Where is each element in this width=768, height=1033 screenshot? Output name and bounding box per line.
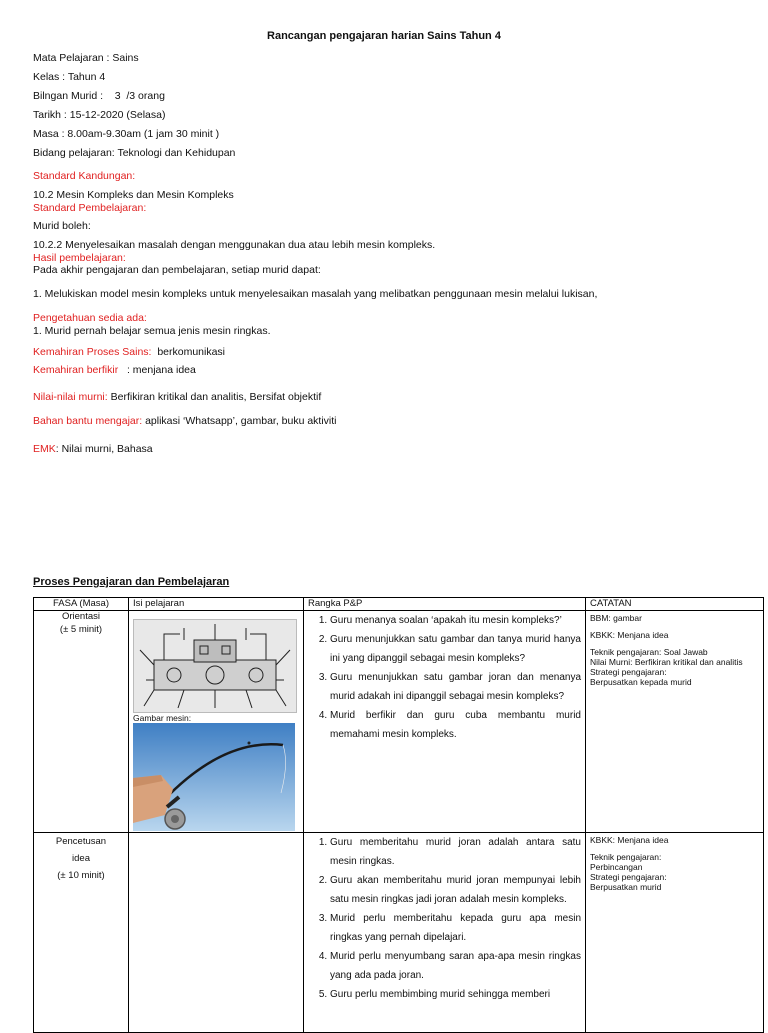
- header-subject: Mata Pelajaran : Sains: [33, 52, 139, 64]
- header-date: Tarikh : 15-12-2020 (Selasa): [33, 109, 166, 121]
- header-catatan: CATATAN: [586, 598, 764, 611]
- note-bbm: BBM: gambar: [590, 613, 642, 623]
- pengetahuan-item: 1. Murid pernah belajar semua jenis mesin ringkas.: [33, 325, 271, 337]
- rangka-step: 4. Murid berfikir dan guru cuba membantu murid memahami mesin kompleks.: [330, 706, 581, 744]
- fishing-rod-image: [133, 723, 295, 831]
- note-teknik: Teknik pengajaran: Soal Jawab: [590, 647, 708, 657]
- catatan-cell: [586, 611, 764, 833]
- note-nilai: Nilai Murni: Berfikiran kritikal dan analitis: [590, 657, 743, 667]
- note-kbkk: KBKK: Menjana idea: [590, 630, 669, 640]
- kb-line: [33, 364, 196, 376]
- fasa-line: idea: [72, 853, 90, 864]
- rangka-list: [308, 611, 581, 744]
- rangka-step: 1. Guru menanya soalan ‘apakah itu mesin kompleks?’: [330, 611, 581, 630]
- rangka-list: [308, 833, 581, 1004]
- proses-table: [33, 597, 764, 1033]
- standard-kandungan-label: Standard Kandungan:: [33, 170, 136, 182]
- emk-line: [33, 443, 153, 455]
- kps-label: Kemahiran Proses Sains:: [33, 346, 152, 358]
- standard-kandungan-value: 10.2 Mesin Kompleks dan Mesin Kompleks: [33, 189, 234, 201]
- kps-line: [33, 346, 225, 358]
- fasa-cell: [34, 833, 129, 1033]
- note-teknik-value: Perbincangan: [590, 862, 643, 872]
- standard-pembelajaran-value: 10.2.2 Menyelesaikan masalah dengan menggunakan dua atau lebih mesin kompleks.: [33, 239, 436, 251]
- complex-machine-image: [133, 619, 297, 713]
- header-time: Masa : 8.00am-9.30am (1 jam 30 minit ): [33, 128, 220, 140]
- hasil-item: 1. Melukiskan model mesin kompleks untuk menyelesaikan masalah yang melibatkan penggunaan mesin melalui lukisan,: [33, 288, 598, 300]
- note-strategi: Strategi pengajaran:: [590, 872, 667, 882]
- hasil-intro: Pada akhir pengajaran dan pembelajaran, setiap murid dapat:: [33, 264, 321, 276]
- kb-value: : menjana idea: [118, 364, 196, 376]
- standard-pembelajaran-label: Standard Pembelajaran:: [33, 202, 147, 214]
- table-header-row: [34, 598, 764, 611]
- header-class: Kelas : Tahun 4: [33, 71, 106, 83]
- fasa-line: Orientasi: [61, 611, 100, 622]
- header-rangka: Rangka P&P: [304, 598, 586, 611]
- note-strategi: Strategi pengajaran:: [590, 667, 667, 677]
- header-field: Bidang pelajaran: Teknologi dan Kehidupan: [33, 147, 236, 159]
- note-strategi-value: Berpusatkan kepada murid: [590, 677, 692, 687]
- murid-boleh: Murid boleh:: [33, 220, 91, 232]
- isi-cell: [129, 611, 304, 833]
- fasa-line: (± 10 minit): [57, 870, 105, 881]
- kps-value: berkomunikasi: [151, 346, 226, 358]
- rangka-cell: [304, 611, 586, 833]
- rangka-step: 3. Guru menunjukkan satu gambar joran dan menanya murid adakah ini dipanggil sebagai mesin kompleks?: [330, 668, 581, 706]
- image-caption: Gambar mesin:: [133, 713, 192, 723]
- fasa-cell: [34, 611, 129, 833]
- bbm-line: [33, 415, 337, 427]
- rangka-step: 4. Murid perlu menyumbang saran apa-apa mesin ringkas yang ada pada joran.: [330, 947, 581, 985]
- rangka-step: 2. Guru menunjukkan satu gambar dan tanya murid hanya ini yang dipanggil sebagai mesin kompleks?: [330, 630, 581, 668]
- bbm-label: Bahan bantu mengajar:: [33, 415, 143, 427]
- table-row: [34, 833, 764, 1033]
- header-isi: Isi pelajaran: [129, 598, 304, 611]
- header-students: Bilngan Murid : 3 /3 orang: [33, 90, 165, 102]
- rangka-step: 5. Guru perlu membimbing murid sehingga memberi: [330, 985, 581, 1004]
- emk-value: : Nilai murni, Bahasa: [55, 443, 153, 455]
- nilai-value: Berfikiran kritikal dan analitis, Bersifat objektif: [107, 391, 322, 403]
- catatan-cell: [586, 833, 764, 1033]
- isi-cell: [129, 833, 304, 1033]
- nilai-line: [33, 391, 321, 403]
- hasil-label: Hasil pembelajaran:: [33, 252, 126, 264]
- fasa-line: (± 5 minit): [59, 624, 103, 635]
- note-strategi-value: Berpusatkan murid: [590, 882, 662, 892]
- emk-label: EMK: [33, 443, 56, 455]
- table-row: [34, 611, 764, 833]
- document-title: Rancangan pengajaran harian Sains Tahun 4: [267, 30, 501, 42]
- proses-title: Proses Pengajaran dan Pembelajaran: [33, 576, 230, 588]
- kb-label: Kemahiran berfikir: [33, 364, 119, 376]
- rangka-step: 1. Guru memberitahu murid joran adalah antara satu mesin ringkas.: [330, 833, 581, 871]
- nilai-label: Nilai-nilai murni:: [33, 391, 108, 403]
- header-fasa: FASA (Masa): [34, 598, 129, 611]
- bbm-value: aplikasi ‘Whatsapp’, gambar, buku aktiviti: [142, 415, 337, 427]
- note-teknik: Teknik pengajaran:: [590, 852, 662, 862]
- fasa-line: Pencetusan: [55, 836, 107, 847]
- rangka-step: 2. Guru akan memberitahu murid joran mempunyai lebih satu mesin ringkas jadi joran adalah mesin kompleks.: [330, 871, 581, 909]
- rangka-step: 3. Murid perlu memberitahu kepada guru apa mesin ringkas yang pernah dipelajari.: [330, 909, 581, 947]
- note-kbkk: KBKK: Menjana idea: [590, 835, 669, 845]
- pengetahuan-label: Pengetahuan sedia ada:: [33, 312, 147, 324]
- rangka-cell: [304, 833, 586, 1033]
